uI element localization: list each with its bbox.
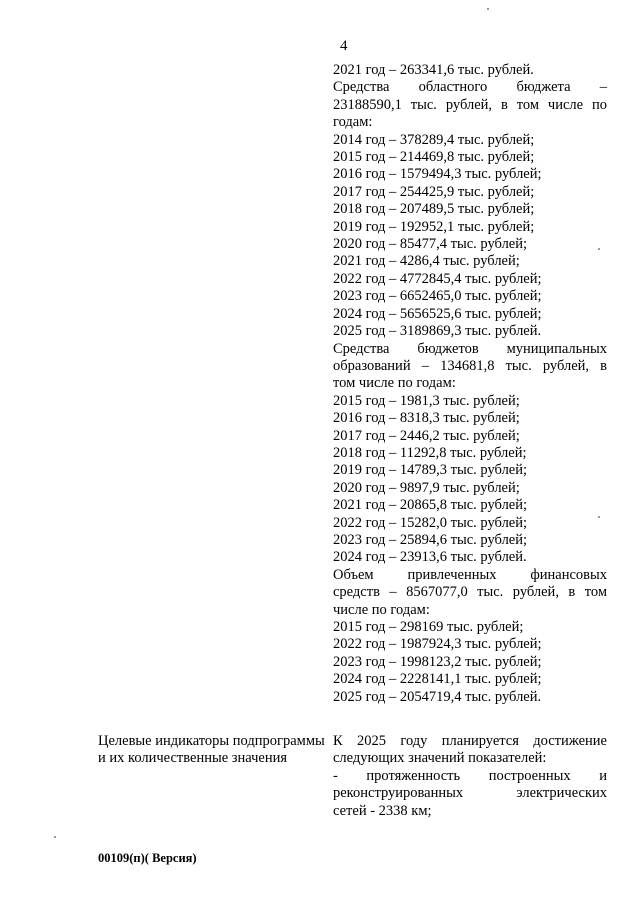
municipal-budget-year: 2021 год – 20865,8 тыс. рублей; — [333, 497, 528, 514]
regional-budget-year: 2020 год – 85477,4 тыс. рублей; — [333, 236, 528, 253]
attracted-funds-intro-line: числе по годам: — [333, 601, 430, 618]
municipal-budget-year: 2022 год – 15282,0 тыс. рублей; — [333, 514, 528, 531]
municipal-budget-section — [333, 341, 607, 567]
regional-budget-intro-line: 23188590,1 тыс. рублей, в том числе по — [333, 96, 607, 113]
regional-budget-year: 2024 год – 5656525,6 тыс. рублей; — [333, 305, 542, 322]
funding-line: 2021 год – 263341,6 тыс. рублей. — [333, 62, 534, 78]
regional-budget-year: 2017 год – 254425,9 тыс. рублей; — [333, 183, 535, 200]
regional-budget-year: 2016 год – 1579494,3 тыс. рублей; — [333, 166, 542, 183]
attracted-funds-intro-line: Объем привлеченных финансовых — [333, 566, 607, 583]
regional-budget-year: 2019 год – 192952,1 тыс. рублей; — [333, 218, 535, 235]
municipal-budget-year: 2023 год – 25894,6 тыс. рублей; — [333, 531, 528, 548]
municipal-budget-year: 2020 год – 9897,9 тыс. рублей; — [333, 479, 520, 496]
municipal-budget-year: 2016 год – 8318,3 тыс. рублей; — [333, 410, 520, 427]
scan-speck — [598, 248, 600, 250]
funding-column — [333, 62, 607, 706]
attracted-funds-section — [333, 567, 607, 706]
municipal-budget-year: 2024 год – 23913,6 тыс. рублей. — [333, 549, 527, 566]
indicators-line: - протяженность построенных и — [333, 767, 607, 784]
regional-budget-year: 2023 год – 6652465,0 тыс. рублей; — [333, 288, 542, 305]
regional-budget-year: 2014 год – 378289,4 тыс. рублей; — [333, 131, 535, 148]
indicators-line: сетей - 2338 км; — [333, 802, 432, 819]
regional-budget-year: 2018 год – 207489,5 тыс. рублей; — [333, 201, 535, 218]
regional-budget-year: 2025 год – 3189869,3 тыс. рублей. — [333, 323, 542, 340]
attracted-funds-year: 2025 год – 2054719,4 тыс. рублей. — [333, 688, 542, 705]
municipal-budget-year: 2015 год – 1981,3 тыс. рублей; — [333, 392, 520, 409]
indicators-line: реконструированных электрических — [333, 785, 607, 802]
municipal-budget-year: 2017 год – 2446,2 тыс. рублей; — [333, 427, 520, 444]
municipal-budget-intro-line: образований – 134681,8 тыс. рублей, в — [333, 357, 607, 374]
municipal-budget-intro-line: Средства бюджетов муниципальных — [333, 340, 607, 357]
municipal-budget-year: 2018 год – 11292,8 тыс. рублей; — [333, 444, 527, 461]
municipal-budget-intro-line: том числе по годам: — [333, 375, 456, 392]
attracted-funds-year: 2024 год – 2228141,1 тыс. рублей; — [333, 671, 542, 688]
regional-budget-section — [333, 79, 607, 340]
regional-budget-year: 2021 год – 4286,4 тыс. рублей; — [333, 253, 520, 270]
indicators-line: следующих значений показателей: — [333, 750, 547, 767]
attracted-funds-intro-line: средств – 8567077,0 тыс. рублей, в том — [333, 584, 607, 601]
regional-budget-intro-line: годам: — [333, 114, 373, 131]
attracted-funds-year: 2015 год – 298169 тыс. рублей; — [333, 619, 524, 635]
regional-budget-intro-line: Средства областного бюджета – — [333, 79, 607, 96]
scan-speck — [598, 516, 600, 518]
scan-speck — [54, 836, 56, 838]
indicators-text — [333, 733, 607, 820]
municipal-budget-year: 2019 год – 14789,3 тыс. рублей; — [333, 462, 528, 479]
document-footer: 00109(п)( Версия) — [98, 851, 197, 865]
scan-speck — [487, 8, 489, 10]
regional-budget-year: 2015 год – 214469,8 тыс. рублей; — [333, 149, 535, 166]
indicators-line: К 2025 году планируется достижение — [333, 733, 607, 749]
regional-budget-year: 2022 год – 4772845,4 тыс. рублей; — [333, 270, 542, 287]
attracted-funds-year: 2023 год – 1998123,2 тыс. рублей; — [333, 653, 542, 670]
indicators-label: Целевые индикаторы подпрограммы и их количественные значения — [98, 733, 325, 767]
attracted-funds-year: 2022 год – 1987924,3 тыс. рублей; — [333, 636, 542, 653]
page-number: 4 — [340, 38, 348, 54]
